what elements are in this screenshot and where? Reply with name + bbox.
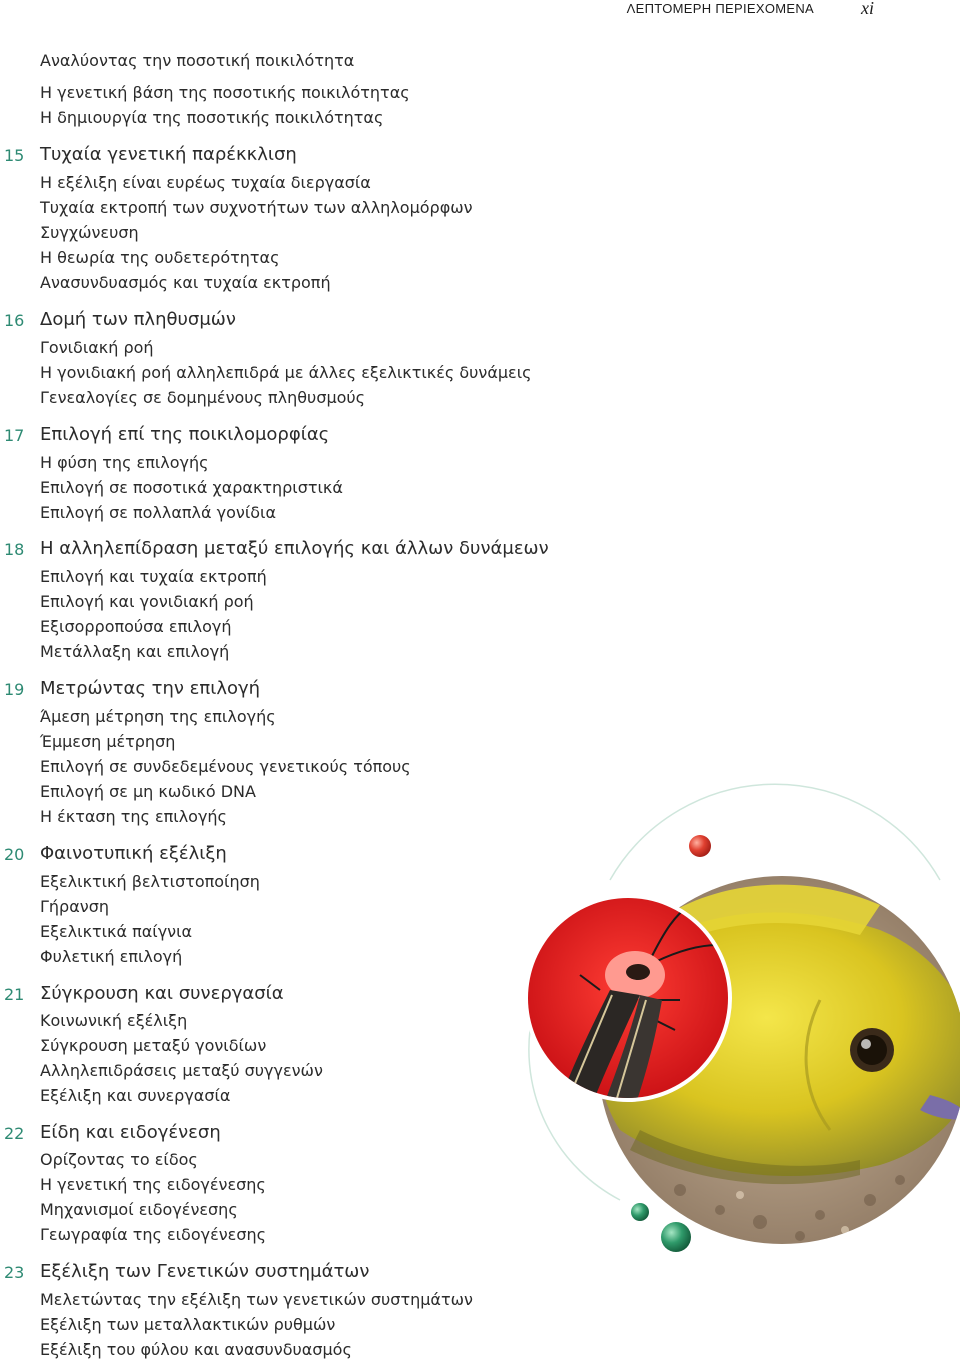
toc-entry: Εξισορροπούσα επιλογή [40, 617, 232, 636]
chapter-title: Φαινοτυπική εξέλιξη [40, 843, 227, 864]
toc-entry: Συγχώνευση [40, 223, 139, 242]
toc-entry: Γεωγραφία της ειδογένεσης [40, 1225, 266, 1244]
toc-entry: Τυχαία εκτροπή των συχνοτήτων των αλληλομόρφων [40, 198, 473, 217]
toc-entry: Εξελικτικά παίγνια [40, 922, 193, 941]
chapter-title: Επιλογή επί της ποικιλομορφίας [40, 424, 330, 445]
toc-entry: Ανασυνδυασμός και τυχαία εκτροπή [40, 273, 331, 292]
chapter-title: Είδη και ειδογένεση [40, 1122, 221, 1143]
chapter-number: 16 [4, 311, 25, 330]
chapter-number: 19 [4, 680, 25, 699]
page-number: xi [861, 0, 874, 18]
toc-entry: Γενεαλογίες σε δομημένους πληθυσμούς [40, 388, 366, 407]
toc-entry: Μηχανισμοί ειδογένεσης [40, 1200, 238, 1219]
toc-entry: Εξέλιξη των μεταλλακτικών ρυθμών [40, 1315, 336, 1334]
chapter-title: Τυχαία γενετική παρέκκλιση [40, 144, 297, 165]
chapter-number: 17 [4, 426, 25, 445]
chapter-title: Σύγκρουση και συνεργασία [40, 983, 284, 1004]
toc-entry: Μελετώντας την εξέλιξη των γενετικών συστημάτων [40, 1290, 473, 1309]
chapter-title: Η αλληλεπίδραση μεταξύ επιλογής και άλλων δυνάμεων [40, 538, 549, 559]
toc-entry: Αλληλεπιδράσεις μεταξύ συγγενών [40, 1061, 323, 1080]
toc-entry: Άμεση μέτρηση της επιλογής [40, 707, 276, 726]
chapter-number: 21 [4, 985, 25, 1004]
toc-entry: Η εξέλιξη είναι ευρέως τυχαία διεργασία [40, 173, 371, 192]
toc-entry: Η γενετική της ειδογένεσης [40, 1175, 266, 1194]
chapter-number: 23 [4, 1263, 25, 1282]
toc-entry: Σύγκρουση μεταξύ γονιδίων [40, 1036, 267, 1055]
chapter-number: 22 [4, 1124, 25, 1143]
toc-entry: Εξέλιξη και συνεργασία [40, 1086, 231, 1105]
toc-entry: Επιλογή σε πολλαπλά γονίδια [40, 503, 276, 522]
toc-entry: Επιλογή σε μη κωδικό DNA [40, 782, 256, 801]
toc-entry: Εξέλιξη του φύλου και ανασυνδυασμός [40, 1340, 352, 1359]
toc-entry: Επιλογή και τυχαία εκτροπή [40, 567, 267, 586]
toc-entry: Η φύση της επιλογής [40, 453, 209, 472]
running-header-title: ΛΕΠΤΟΜΕΡΗ ΠΕΡΙΕΧΟΜΕΝΑ [626, 1, 814, 16]
toc-entry: Επιλογή σε συνδεδεμένους γενετικούς τόπους [40, 757, 411, 776]
toc-entry: Επιλογή και γονιδιακή ροή [40, 592, 254, 611]
chapter-title: Εξέλιξη των Γενετικών συστημάτων [40, 1261, 370, 1282]
toc-entry: Εξελικτική βελτιστοποίηση [40, 872, 260, 891]
toc-entry: Η γονιδιακή ροή αλληλεπιδρά με άλλες εξελικτικές δυνάμεις [40, 363, 532, 382]
toc-entry: Η δημιουργία της ποσοτικής ποικιλότητας [40, 108, 384, 127]
chapter-number: 15 [4, 146, 25, 165]
toc-entry: Φυλετική επιλογή [40, 947, 183, 966]
toc-entry: Κοινωνική εξέλιξη [40, 1011, 188, 1030]
toc-entry: Επιλογή σε ποσοτικά χαρακτηριστικά [40, 478, 343, 497]
toc-entry: Μετάλλαξη και επιλογή [40, 642, 230, 661]
toc-entry: Γονιδιακή ροή [40, 338, 154, 357]
chapter-title: Δομή των πληθυσμών [40, 309, 236, 330]
chapter-number: 20 [4, 845, 25, 864]
chapter-title: Μετρώντας την επιλογή [40, 678, 261, 699]
toc-entry: Η γενετική βάση της ποσοτικής ποικιλότητας [40, 83, 410, 102]
toc-entry: Αναλύοντας την ποσοτική ποικιλότητα [40, 51, 355, 70]
chapter-number: 18 [4, 540, 25, 559]
toc-entry: Έμμεση μέτρηση [40, 732, 176, 751]
toc-entry: Ορίζοντας το είδος [40, 1150, 198, 1169]
toc-entry: Γήρανση [40, 897, 109, 916]
toc-entry: Η έκταση της επιλογής [40, 807, 227, 826]
toc-entry: Η θεωρία της ουδετερότητας [40, 248, 280, 267]
